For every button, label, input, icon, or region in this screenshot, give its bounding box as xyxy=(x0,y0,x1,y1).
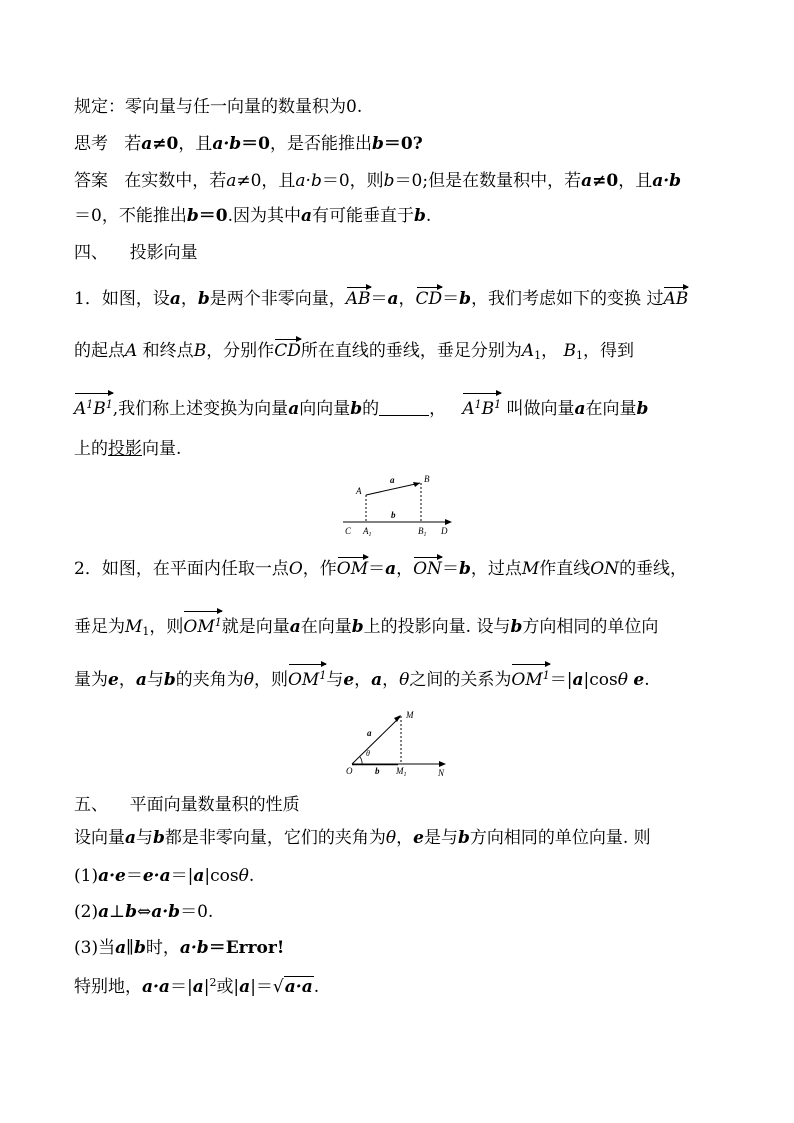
p1-line-1 xyxy=(74,288,688,310)
p2-a2: a xyxy=(289,617,301,637)
props-e: e xyxy=(413,828,424,848)
answer-b3: b xyxy=(413,206,426,226)
answer-comma: ，且 xyxy=(618,171,653,191)
think-eq0b: ＝0 xyxy=(383,134,413,154)
vector-A1B1-2 xyxy=(462,394,501,420)
p1-l3a: ,我们称上述变换为向量 xyxy=(112,399,289,419)
props-theta: θ xyxy=(385,828,397,848)
p2-l3c: 的夹角为 xyxy=(175,670,244,690)
p2-M1s: 1 xyxy=(142,625,150,638)
p1-eqb: ＝ xyxy=(442,289,460,309)
vector-OM1-2 xyxy=(288,665,326,691)
props-sp-e: |＝ xyxy=(250,977,273,997)
label-D: D xyxy=(441,526,448,536)
p2-end: . xyxy=(644,670,650,690)
p2-theta3: θ xyxy=(617,670,628,690)
section-4-title: 投影向量 xyxy=(129,243,198,263)
p2-a4: a xyxy=(371,670,383,690)
rule-text: 规定：零向量与任一向量的数量积为 xyxy=(74,97,346,117)
props-intro-e: 是与 xyxy=(423,828,458,848)
props-ae: a·e xyxy=(98,866,126,886)
p1-a: a xyxy=(169,289,181,309)
line-CD-arrowhead xyxy=(445,519,452,525)
label-a: a xyxy=(390,475,395,485)
section-5-heading xyxy=(74,794,300,816)
p1-B: B xyxy=(193,341,207,361)
answer-blank[interactable] xyxy=(379,399,429,416)
p2-eq: ＝| xyxy=(549,670,573,690)
props-a: a xyxy=(125,828,137,848)
label-O: O xyxy=(346,766,353,776)
props-p1e: . xyxy=(248,866,255,886)
p1-line-3 xyxy=(74,394,648,420)
p2-M: M xyxy=(521,559,540,579)
props-intro-f: 方向相同的单位向量. 则 xyxy=(469,828,651,848)
answer-ab2: a·b xyxy=(652,171,682,191)
p2-OM1bs: 1 xyxy=(319,669,327,682)
vector-CD-2: CD xyxy=(274,341,301,361)
p2-e: e xyxy=(108,670,119,690)
props-intro-a: 设向量 xyxy=(74,828,125,848)
p2-a: a xyxy=(385,559,397,579)
p1-A1s: 1 xyxy=(534,349,542,362)
answer-a: a xyxy=(226,171,237,191)
p2-c4: ， xyxy=(382,670,400,690)
p1-A: A xyxy=(125,341,138,361)
p2-e2: e xyxy=(343,670,355,690)
think-q: ? xyxy=(412,134,423,154)
props-intro-b: 与 xyxy=(136,828,154,848)
p1-c3: ， xyxy=(541,341,559,361)
p2-line-1 xyxy=(74,558,687,580)
label-a-fig2: a xyxy=(367,728,372,738)
p2-l2f: 方向相同的单位向 xyxy=(522,617,659,637)
p1-l3c: 的 xyxy=(362,399,380,419)
label-b-fig2: b xyxy=(375,766,380,776)
props-p1c: ＝| xyxy=(170,866,194,886)
special-case xyxy=(74,972,319,998)
vector-OM-arrowhead xyxy=(394,715,401,722)
label-B1 xyxy=(418,526,427,538)
answer-a3: a xyxy=(300,206,312,226)
line-ON-arrowhead xyxy=(439,761,446,767)
props-p1a: (1) xyxy=(74,866,99,886)
answer-zero: ＝0 xyxy=(198,206,228,226)
think-line xyxy=(74,133,423,155)
vector-AB: AB xyxy=(345,289,371,309)
section-4-heading xyxy=(74,242,198,264)
props-intro xyxy=(74,827,651,849)
vector-A1B1 xyxy=(74,394,113,420)
p2-l3d: ，则 xyxy=(253,670,288,690)
props-iff: ⇔ xyxy=(137,902,152,922)
p1-proj: 投影 xyxy=(108,439,142,459)
label-A: A xyxy=(356,486,362,496)
answer-eq0: ＝0，则 xyxy=(321,171,384,191)
vector-AB-2: AB xyxy=(663,289,689,309)
p2-l3e: 与 xyxy=(326,670,344,690)
p2-b3: b xyxy=(510,617,523,637)
props-intro-d: ， xyxy=(396,828,414,848)
props-p2a: (2) xyxy=(74,902,99,922)
props-intro-c: 都是非零向量，它们的夹角为 xyxy=(164,828,386,848)
p1-B1b: B xyxy=(481,399,495,419)
answer-line-2 xyxy=(74,205,431,227)
fig2-M1: M xyxy=(396,766,404,776)
p2-O: O xyxy=(288,559,303,579)
figure-1-projection xyxy=(338,470,458,538)
p1-eqa: ＝ xyxy=(370,289,388,309)
p2-l2c: 就是向量 xyxy=(221,617,290,637)
square-root: √a·a xyxy=(272,977,313,997)
p2-l1a: 2．如图，在平面内任取一点 xyxy=(74,559,289,579)
answer-l2b: .因为其中 xyxy=(227,206,301,226)
think-b: b xyxy=(371,134,384,154)
fig1-A1: A xyxy=(363,526,369,536)
p1-A1: A xyxy=(521,341,535,361)
label-N: N xyxy=(438,768,445,778)
props-aa: a·a xyxy=(142,977,170,997)
p2-OM1b: OM xyxy=(287,670,320,690)
answer-a2: a xyxy=(581,171,593,191)
props-p1d: |cos xyxy=(204,866,239,886)
answer-neq0: ≠0，且 xyxy=(236,171,296,191)
p1-b3: b xyxy=(350,399,363,419)
props-p3a: (3)当 xyxy=(74,938,116,958)
p1-l2b: 和终点 xyxy=(137,341,194,361)
think-t2: ，且 xyxy=(178,134,213,154)
label-B: B xyxy=(424,474,430,484)
props-b3: b xyxy=(125,902,137,922)
section-5-num: 五、 xyxy=(74,795,108,815)
p1-l1b: 是两个非零向量， xyxy=(209,289,346,309)
think-a: a xyxy=(141,134,153,154)
label-M: M xyxy=(406,710,414,720)
props-perp: ⊥ xyxy=(109,902,126,922)
p2-line-3 xyxy=(74,665,650,691)
p2-l1d: 作直线 xyxy=(539,559,591,579)
p2-l1c: ，过点 xyxy=(470,559,522,579)
vector-OM1 xyxy=(183,612,221,638)
section-4-num: 四、 xyxy=(74,243,108,263)
p1-l2a: 的起点 xyxy=(74,341,125,361)
answer-end: . xyxy=(425,206,432,226)
props-a3: a xyxy=(115,938,127,958)
p1-l2e: ，得到 xyxy=(583,341,635,361)
think-neq0: ≠0 xyxy=(152,134,179,154)
p2-l2d: 在向量 xyxy=(300,617,352,637)
section-5-title: 平面向量数量积的性质 xyxy=(129,795,300,815)
p2-b: b xyxy=(458,559,471,579)
answer-ab: a·b xyxy=(295,171,322,191)
rule-value: 0 xyxy=(346,97,357,117)
p2-OM1c: OM xyxy=(511,670,543,690)
props-b: b xyxy=(153,828,165,848)
p2-l3f: 之间的关系为 xyxy=(409,670,512,690)
p1-a2: a xyxy=(387,289,399,309)
p2-a5: a xyxy=(572,670,584,690)
angle-arc xyxy=(360,757,362,764)
props-b4: b xyxy=(133,938,146,958)
p1-line-2 xyxy=(74,340,634,367)
fig1-B1s: 1 xyxy=(423,532,427,538)
rule-end: . xyxy=(356,97,363,117)
props-ab: a·b xyxy=(151,902,181,922)
p1-b2: b xyxy=(459,289,472,309)
p2-line-2 xyxy=(74,612,658,643)
p1-l3f: 在向量 xyxy=(585,399,637,419)
answer-l1: 在实数中，若 xyxy=(124,171,227,191)
answer-label: 答案 xyxy=(74,171,108,191)
p1-a4: a xyxy=(574,399,586,419)
figure-2-projection xyxy=(340,704,455,782)
p1-s4: 1 xyxy=(494,398,502,411)
vector-ON: ON xyxy=(413,559,442,579)
p2-l2a: 垂足为 xyxy=(74,617,125,637)
props-p3c: ＝ xyxy=(208,938,226,958)
label-M1 xyxy=(395,766,407,778)
rule-line xyxy=(74,96,362,118)
props-p3b: 时， xyxy=(145,938,180,958)
p2-l2b: ，则 xyxy=(149,617,184,637)
props-par: ∥ xyxy=(126,938,134,958)
p1-l1c: ，我们考虑如下的变换 过 xyxy=(471,289,664,309)
p2-c1: ， xyxy=(396,559,414,579)
props-ea: e·a xyxy=(142,866,171,886)
p2-theta2: θ xyxy=(399,670,410,690)
think-ab: a·b xyxy=(212,134,242,154)
fig1-A1s: 1 xyxy=(368,532,372,538)
p1-l3d: ， xyxy=(429,399,447,419)
vector-OM-line xyxy=(352,717,400,764)
fig2-M1s: 1 xyxy=(403,772,407,778)
props-sp-b: ＝| xyxy=(169,977,193,997)
p1-B1a: B xyxy=(93,399,106,419)
p1-l4a: 上的 xyxy=(74,439,108,459)
label-theta: θ xyxy=(366,749,370,758)
fig1-B1: B xyxy=(418,526,424,536)
props-sp-a: 特别地， xyxy=(74,977,142,997)
p1-l3b: 向向量 xyxy=(299,399,351,419)
props-a4: a xyxy=(192,977,204,997)
vector-OM1-3 xyxy=(511,665,549,691)
think-label: 思考 xyxy=(74,134,108,154)
p2-theta: θ xyxy=(243,670,254,690)
props-sp-c: | xyxy=(203,977,210,997)
props-p1b: ＝ xyxy=(125,866,143,886)
p1-s2: 1 xyxy=(105,398,113,411)
props-sp-f: . xyxy=(313,977,320,997)
property-3 xyxy=(74,937,284,959)
label-b: b xyxy=(391,510,396,520)
p1-A1B1b: A xyxy=(462,399,475,419)
property-2 xyxy=(74,901,213,923)
p1-l2d: 所在直线的垂线，垂足分别为 xyxy=(300,341,522,361)
p2-l2e: 上的投影向量. 设与 xyxy=(363,617,511,637)
p1-l4b: 向量. xyxy=(142,439,182,459)
answer-b2: b xyxy=(186,206,199,226)
p2-e3: e xyxy=(633,670,645,690)
p2-eqa: ＝ xyxy=(368,559,386,579)
p1-B1s: 1 xyxy=(576,349,584,362)
props-a2: a xyxy=(98,902,110,922)
p2-l3b: 与 xyxy=(146,670,164,690)
p1-b: b xyxy=(197,289,210,309)
think-t3: ，是否能推出 xyxy=(269,134,372,154)
p2-eqb: ＝ xyxy=(441,559,459,579)
label-C: C xyxy=(345,526,352,536)
p2-M1: M xyxy=(125,617,143,637)
p2-l1b: ，作 xyxy=(302,559,337,579)
p1-line-4 xyxy=(74,438,181,460)
p2-c2: ， xyxy=(118,670,136,690)
props-a5: a xyxy=(239,977,251,997)
p1-l3e: 叫做向量 xyxy=(506,399,575,419)
p2-ONl: ON xyxy=(590,559,620,579)
p1-c1: ， xyxy=(180,289,198,309)
props-sp-d: 或| xyxy=(216,977,240,997)
props-ab2: a·b xyxy=(179,938,209,958)
p1-c2: ， xyxy=(398,289,416,309)
p2-b4: b xyxy=(163,670,176,690)
p1-B1: B xyxy=(563,341,577,361)
props-sq: 2 xyxy=(209,976,217,989)
p2-b2: b xyxy=(351,617,364,637)
p2-OM1: OM xyxy=(183,617,215,637)
props-p2b: ＝0. xyxy=(180,902,214,922)
think-t1: 若 xyxy=(124,134,142,154)
p2-OM1cs: 1 xyxy=(542,669,550,682)
p2-a3: a xyxy=(135,670,147,690)
p1-l1a: 1．如图，设 xyxy=(74,289,170,309)
think-eq0: ＝0 xyxy=(241,134,270,154)
p1-a3: a xyxy=(288,399,300,419)
label-A1 xyxy=(362,526,372,538)
p1-l2c: ，分别作 xyxy=(206,341,275,361)
p2-cos: |cos xyxy=(583,670,618,690)
p2-l3a: 量为 xyxy=(74,670,108,690)
p2-l1e: 的垂线， xyxy=(619,559,688,579)
p2-OM1s: 1 xyxy=(214,616,222,629)
p1-b4: b xyxy=(636,399,649,419)
p2-c3: ， xyxy=(354,670,372,690)
property-1 xyxy=(74,865,254,887)
vector-CD: CD xyxy=(415,289,443,309)
answer-neq0b: ≠0 xyxy=(592,171,619,191)
vector-OM: OM xyxy=(336,559,369,579)
error-text: Error! xyxy=(225,938,285,958)
props-t1: θ xyxy=(238,866,249,886)
answer-eq0b: ＝0;但是在数量积中，若 xyxy=(394,171,582,191)
props-aa2: a·a xyxy=(284,977,313,997)
answer-line-1 xyxy=(74,170,681,192)
p1-s1: 1 xyxy=(86,398,94,411)
answer-l2c: 有可能垂直于 xyxy=(311,206,414,226)
p1-A1B1a: A xyxy=(74,399,87,419)
p1-s3: 1 xyxy=(474,398,482,411)
props-b2: b xyxy=(457,828,470,848)
props-a1: a xyxy=(193,866,205,886)
answer-b: b xyxy=(383,171,395,191)
answer-l2a: ＝0，不能推出 xyxy=(74,206,187,226)
